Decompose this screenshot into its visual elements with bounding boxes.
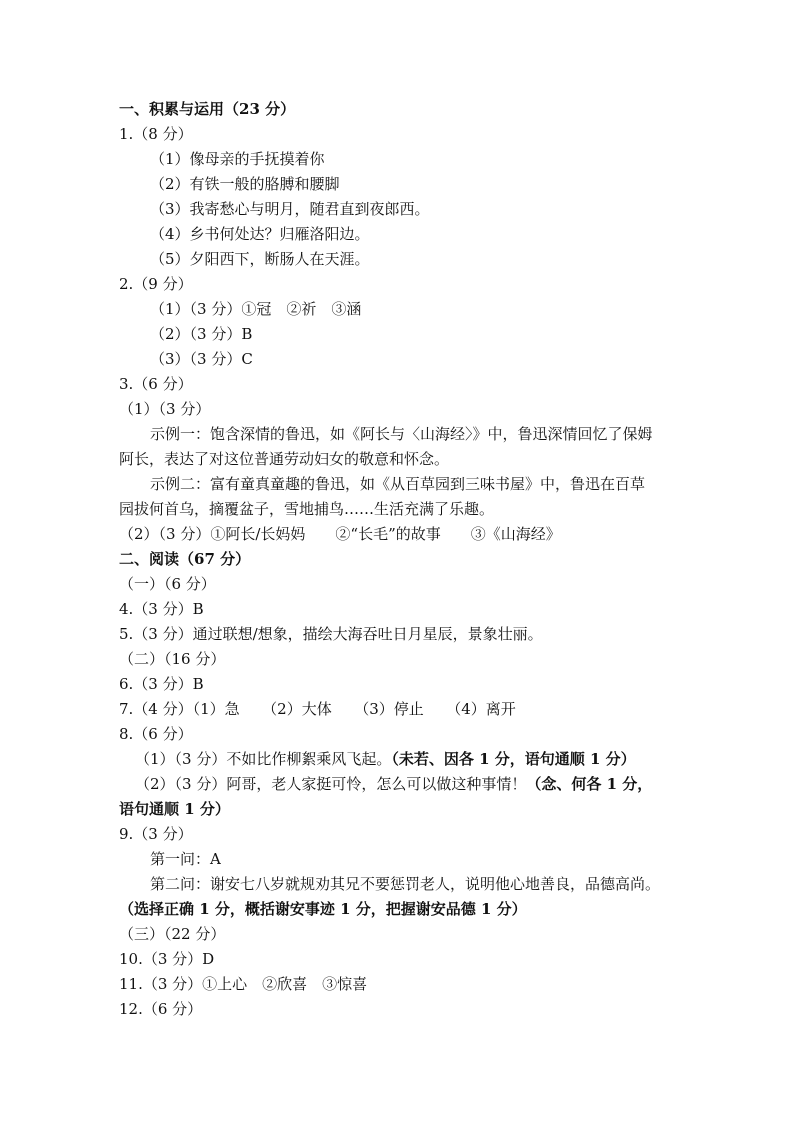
q9-heading: 9.（3 分） (119, 825, 193, 843)
q8-sub-1-scoring: （未若、因各 1 分，语句通顺 1 分） (391, 750, 636, 768)
q9-answer-1: 第一问：A (150, 850, 221, 868)
q1-answer-1: （1）像母亲的手抚摸着你 (150, 150, 325, 168)
q4-answer: 4.（3 分）B (119, 600, 204, 618)
q1-answer-3: （3）我寄愁心与明月，随君直到夜郎西。 (150, 200, 430, 218)
q8-heading: 8.（6 分） (119, 725, 193, 743)
q3-example-1-line-2: 阿长，表达了对这位普通劳动妇女的敬意和怀念。 (119, 450, 450, 468)
q3-heading: 3.（6 分） (119, 375, 193, 393)
q2-answer-3: （3）（3 分）C (150, 350, 253, 368)
q1-answer-2: （2）有铁一般的胳膊和腰脚 (150, 175, 340, 193)
q3-example-2-line-2: 园拔何首乌，摘覆盆子，雪地捕鸟……生活充满了乐趣。 (119, 500, 495, 518)
q2-answer-2: （2）（3 分）B (150, 325, 253, 343)
q8-sub-1-text: （1）（3 分）不如比作柳絮乘风飞起。 (135, 750, 392, 768)
q10-answer: 10.（3 分）D (119, 950, 215, 968)
q11-answer: 11.（3 分）①上心 ②欣喜 ③惊喜 (119, 975, 368, 993)
q8-sub-2-scoring: （念、何各 1 分， (526, 775, 653, 793)
part-3-heading: （三）（22 分） (119, 925, 226, 943)
part-2-heading: （二）（16 分） (119, 650, 226, 668)
q9-scoring: （选择正确 1 分，概括谢安事迹 1 分，把握谢安品德 1 分） (119, 900, 527, 918)
part-1-heading: （一）（6 分） (119, 575, 216, 593)
section-2-title: 二、阅读（67 分） (119, 550, 251, 568)
q1-answer-5: （5）夕阳西下，断肠人在天涯。 (150, 250, 370, 268)
q7-answer: 7.（4 分）（1）急 （2）大体 （3）停止 （4）离开 (119, 700, 516, 718)
q8-sub-1 (135, 750, 636, 768)
q3-part-1: （1）（3 分） (119, 400, 211, 418)
q2-heading: 2.（9 分） (119, 275, 193, 293)
q1-answer-4: （4）乡书何处达？归雁洛阳边。 (150, 225, 370, 243)
q5-answer: 5.（3 分）通过联想/想象，描绘大海吞吐日月星辰，景象壮丽。 (119, 625, 543, 643)
q3-example-1-line-1: 示例一：饱含深情的鲁迅，如《阿长与〈山海经〉》中，鲁迅深情回忆了保姆 (150, 425, 653, 443)
q2-answer-1: （1）（3 分）①冠 ②祈 ③涵 (150, 300, 362, 318)
q1-heading: 1.（8 分） (119, 125, 193, 143)
q3-example-2-line-1: 示例二：富有童真童趣的鲁迅，如《从百草园到三味书屋》中，鲁迅在百草 (150, 475, 646, 493)
q3-part-2: （2）（3 分）①阿长/长妈妈 ②“长毛”的故事 ③《山海经》 (119, 525, 561, 543)
q8-sub-2-text: （2）（3 分）阿哥，老人家挺可怜，怎么可以做这种事情！ (135, 775, 527, 793)
q12-heading: 12.（6 分） (119, 1000, 203, 1018)
q8-sub-2-scoring-cont: 语句通顺 1 分） (119, 800, 230, 818)
section-1-title: 一、积累与运用（23 分） (119, 100, 296, 118)
q9-answer-2: 第二问：谢安七八岁就规劝其兄不要惩罚老人，说明他心地善良，品德高尚。 (150, 875, 661, 893)
q8-sub-2 (135, 775, 652, 793)
q6-answer: 6.（3 分）B (119, 675, 204, 693)
